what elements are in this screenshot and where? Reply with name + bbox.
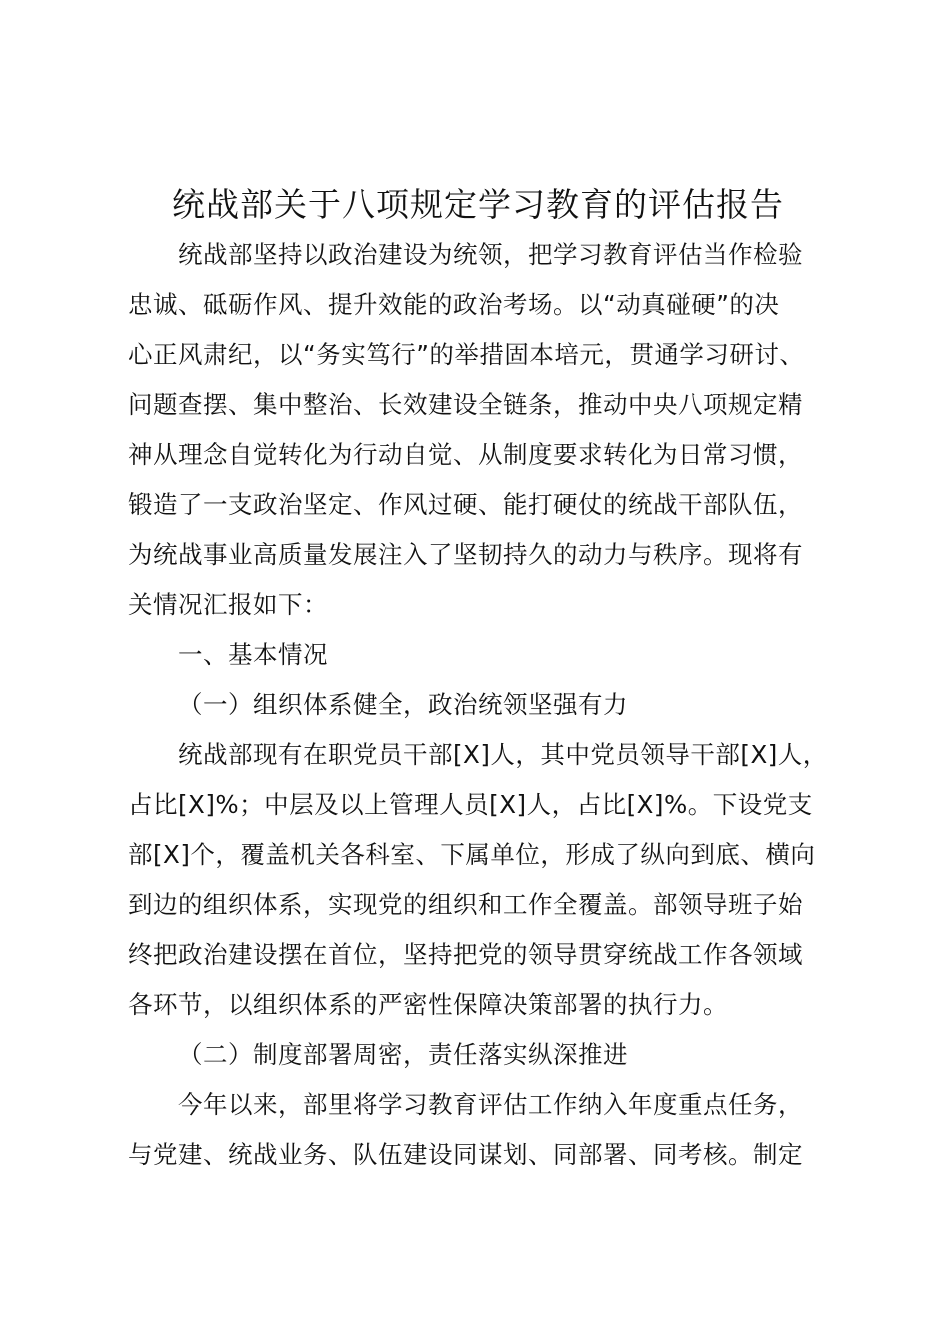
paragraph-line: 占比[X]%；中层及以上管理人员[X]人，占比[X]%。下设党支 <box>128 790 813 819</box>
paragraph-line: 问题查摆、集中整治、长效建设全链条，推动中央八项规定精 <box>128 390 803 419</box>
paragraph-line: 锻造了一支政治坚定、作风过硬、能打硬仗的统战干部队伍， <box>128 490 803 519</box>
paragraph-line: 到边的组织体系，实现党的组织和工作全覆盖。部领导班子始 <box>128 890 803 919</box>
paragraph-line: 关情况汇报如下： <box>128 590 328 619</box>
paragraph-line: 部[X]个，覆盖机关各科室、下属单位，形成了纵向到底、横向 <box>128 840 816 869</box>
subsection-heading: （二）制度部署周密，责任落实纵深推进 <box>178 1040 628 1069</box>
paragraph-line: 为统战事业高质量发展注入了坚韧持久的动力与秩序。现将有 <box>128 540 803 569</box>
section-heading: 一、基本情况 <box>178 640 328 669</box>
paragraph-line: 与党建、统战业务、队伍建设同谋划、同部署、同考核。制定 <box>128 1140 803 1169</box>
document-title: 统战部关于八项规定学习教育的评估报告 <box>172 185 784 224</box>
paragraph-line: 终把政治建设摆在首位，坚持把党的领导贯穿统战工作各领域 <box>128 940 803 969</box>
paragraph-line: 统战部现有在职党员干部[X]人，其中党员领导干部[X]人， <box>178 740 828 769</box>
paragraph-line: 今年以来，部里将学习教育评估工作纳入年度重点任务， <box>178 1090 803 1119</box>
paragraph-line: 神从理念自觉转化为行动自觉、从制度要求转化为日常习惯， <box>128 440 803 469</box>
subsection-heading: （一）组织体系健全，政治统领坚强有力 <box>178 690 628 719</box>
paragraph-line: 心正风肃纪，以“务实笃行”的举措固本培元，贯通学习研讨、 <box>128 340 805 369</box>
paragraph-line: 统战部坚持以政治建设为统领，把学习教育评估当作检验 <box>178 240 803 269</box>
paragraph-line: 忠诚、砥砺作风、提升效能的政治考场。以“动真碰硬”的决 <box>128 290 780 319</box>
paragraph-line: 各环节，以组织体系的严密性保障决策部署的执行力。 <box>128 990 728 1019</box>
